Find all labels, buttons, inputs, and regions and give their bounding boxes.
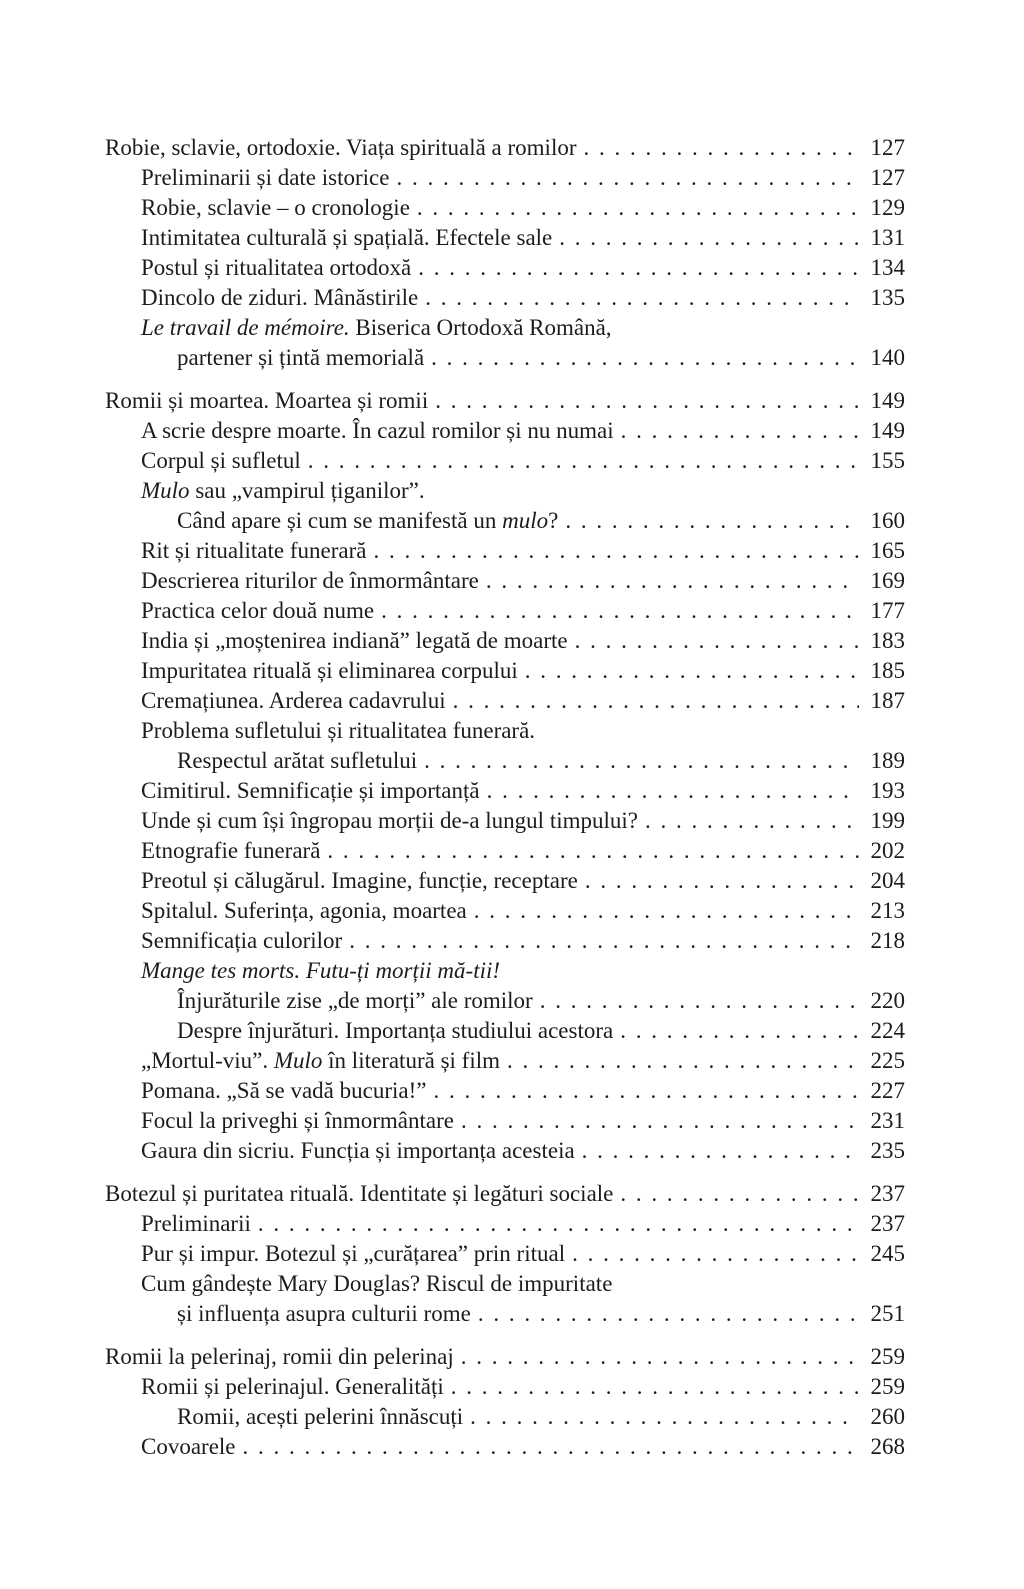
page-number: 237 xyxy=(870,1211,905,1236)
page-number: 227 xyxy=(870,1078,905,1103)
dot-leader xyxy=(487,776,859,806)
dot-leader xyxy=(243,1432,859,1462)
page-number: 213 xyxy=(870,898,905,923)
toc-entry-text-segment: Cum gândește Mary Douglas? Riscul de impuritate xyxy=(141,1271,613,1296)
page-number: 177 xyxy=(870,598,905,623)
toc-entry-text xyxy=(177,986,533,1016)
dot-leader xyxy=(621,416,859,446)
toc-entry-text xyxy=(177,746,417,776)
toc-entry-text xyxy=(141,1432,236,1462)
dot-leader xyxy=(433,1076,859,1106)
dot-leader xyxy=(424,746,859,776)
dot-leader xyxy=(575,626,859,656)
toc-entry-text xyxy=(177,1299,471,1329)
toc-entry-text-segment: Romii, acești pelerini înnăscuți xyxy=(177,1404,464,1429)
toc-entry-text-segment: Robie, sclavie – o cronologie xyxy=(141,195,410,220)
page-number: 220 xyxy=(870,988,905,1013)
toc-entry xyxy=(105,133,905,163)
toc-entry xyxy=(105,1402,905,1432)
dot-leader xyxy=(478,1299,859,1329)
toc-entry-text-segment: Corpul și sufletul xyxy=(141,448,301,473)
toc-entry-text-segment: Descrierea riturilor de înmormântare xyxy=(141,568,479,593)
page-number: 155 xyxy=(870,448,905,473)
toc-entry-text xyxy=(141,896,467,926)
toc-entry xyxy=(105,253,905,283)
toc-entry xyxy=(105,1432,905,1462)
toc-entry xyxy=(105,1299,905,1329)
toc-entry xyxy=(105,446,905,476)
toc-entry xyxy=(105,1106,905,1136)
toc-entry-text-segment: Romii la pelerinaj, romii din pelerinaj xyxy=(105,1344,454,1369)
dot-leader xyxy=(540,986,859,1016)
page-number: 127 xyxy=(870,135,905,160)
page-number: 237 xyxy=(870,1181,905,1206)
toc-entry-text xyxy=(141,806,638,836)
toc-entry-text xyxy=(141,313,612,343)
page-number: 129 xyxy=(870,195,905,220)
toc-entry-text-segment: Pur și impur. Botezul și „curățarea” prin ritual xyxy=(141,1241,566,1266)
toc-entry-text-segment: Etnografie funerară xyxy=(141,838,321,863)
toc-entry xyxy=(105,1269,905,1299)
toc-entry-text xyxy=(105,133,577,163)
toc-entry-text xyxy=(177,506,558,536)
toc-entry xyxy=(105,836,905,866)
toc-entry-text xyxy=(105,386,428,416)
toc-entry xyxy=(105,1372,905,1402)
toc-entry-text xyxy=(141,1372,444,1402)
toc-entry-text-italic-segment: mulo xyxy=(502,508,549,533)
toc-entry-text xyxy=(141,686,446,716)
toc-entry-text xyxy=(141,1269,612,1299)
toc-entry-text-italic-segment: Le travail de mémoire. xyxy=(141,315,350,340)
page-number: 193 xyxy=(870,778,905,803)
toc-entry-text-segment: Semnificația culorilor xyxy=(141,928,343,953)
toc-entry xyxy=(105,313,905,343)
page-number: 225 xyxy=(870,1048,905,1073)
dot-leader xyxy=(507,1046,859,1076)
toc-entry xyxy=(105,343,905,373)
toc-entry-text-italic-segment: Mulo xyxy=(141,478,190,503)
toc-entry-text xyxy=(141,926,342,956)
toc-entry-text xyxy=(141,476,425,506)
toc-entry-text xyxy=(105,1179,613,1209)
toc-entry-text xyxy=(141,283,418,313)
toc-entry xyxy=(105,163,905,193)
toc-entry-text xyxy=(141,163,389,193)
dot-leader xyxy=(396,163,859,193)
page-number: 135 xyxy=(870,285,905,310)
toc-entry-text xyxy=(141,253,411,283)
toc-entry-text-segment: Postul și ritualitatea ortodoxă xyxy=(141,255,412,280)
toc-entry-text xyxy=(141,716,535,746)
page-number: 199 xyxy=(870,808,905,833)
toc-entry-text-segment: Preotul și călugărul. Imagine, funcție, receptare xyxy=(141,868,578,893)
toc-entry-text-segment: Cremațiunea. Arderea cadavrului xyxy=(141,688,446,713)
toc-entry-text xyxy=(141,776,480,806)
toc-entry xyxy=(105,1046,905,1076)
toc-entry-text-segment: Botezul și puritatea rituală. Identitate și legături sociale xyxy=(105,1181,614,1206)
toc-entry xyxy=(105,596,905,626)
toc-entry-text-segment: sau „vampirul țiganilor”. xyxy=(189,478,425,503)
dot-leader xyxy=(565,506,859,536)
toc-entry-text-segment: Înjurăturile zise „de morți” ale romilor xyxy=(177,988,533,1013)
toc-entry-text-segment: Gaura din sicriu. Funcția și importanța acesteia xyxy=(141,1138,575,1163)
toc-entry xyxy=(105,746,905,776)
toc-entry xyxy=(105,656,905,686)
dot-leader xyxy=(461,1106,859,1136)
toc-entry xyxy=(105,1342,905,1372)
toc-entry xyxy=(105,223,905,253)
toc-entry-text xyxy=(141,416,614,446)
page-number: 169 xyxy=(870,568,905,593)
toc-entry-text xyxy=(141,836,320,866)
toc-entry-text xyxy=(141,1076,426,1106)
page-number: 259 xyxy=(870,1344,905,1369)
page-number: 260 xyxy=(870,1404,905,1429)
toc-entry-text xyxy=(141,446,301,476)
toc-entry-text-segment: A scrie despre moarte. În cazul romilor și nu numai xyxy=(141,418,614,443)
toc-entry-text xyxy=(141,1136,575,1166)
toc-entry-text-segment: Impuritatea rituală și eliminarea corpului xyxy=(141,658,518,683)
toc-entry-text-segment: Covoarele xyxy=(141,1434,236,1459)
toc-entry-text-segment: Romii și moartea. Moartea și romii xyxy=(105,388,429,413)
page-number: 202 xyxy=(870,838,905,863)
toc-entry xyxy=(105,776,905,806)
page-number: 134 xyxy=(870,255,905,280)
toc-list xyxy=(105,133,905,1462)
toc-entry-text-segment: Cimitirul. Semnificație și importanță xyxy=(141,778,480,803)
toc-entry-text-segment: Practica celor două nume xyxy=(141,598,375,623)
page-number: 204 xyxy=(870,868,905,893)
toc-entry xyxy=(105,506,905,536)
toc-entry-text-segment: Când apare și cum se manifestă un xyxy=(177,508,503,533)
page-number: 218 xyxy=(870,928,905,953)
dot-leader xyxy=(525,656,859,686)
toc-entry-text xyxy=(141,1239,565,1269)
toc-entry-text-segment: Problema sufletului și ritualitatea funerară. xyxy=(141,718,536,743)
toc-entry xyxy=(105,716,905,746)
dot-leader xyxy=(620,1179,859,1209)
dot-leader xyxy=(327,836,859,866)
toc-entry-text xyxy=(141,866,578,896)
toc-entry xyxy=(105,1239,905,1269)
dot-leader xyxy=(417,193,859,223)
toc-entry xyxy=(105,1179,905,1209)
dot-leader xyxy=(373,536,859,566)
page-number: 224 xyxy=(870,1018,905,1043)
page-number: 127 xyxy=(870,165,905,190)
page-number: 183 xyxy=(870,628,905,653)
dot-leader xyxy=(453,686,859,716)
dot-leader xyxy=(486,566,859,596)
toc-entry xyxy=(105,866,905,896)
toc-entry-text xyxy=(141,1046,500,1076)
toc-entry-text-segment: Pomana. „Să se vadă bucuria!” xyxy=(141,1078,427,1103)
toc-entry-text xyxy=(141,626,568,656)
toc-entry-text xyxy=(105,1342,454,1372)
toc-entry-text-segment: Unde și cum își îngropau morții de-a lungul timpului? xyxy=(141,808,638,833)
toc-entry-text-segment: partener și țintă memorială xyxy=(177,345,425,370)
toc-entry xyxy=(105,1136,905,1166)
toc-entry-text-segment: Focul la priveghi și înmormântare xyxy=(141,1108,454,1133)
dot-leader xyxy=(258,1209,859,1239)
toc-entry xyxy=(105,896,905,926)
toc-entry xyxy=(105,1209,905,1239)
page-number: 149 xyxy=(870,418,905,443)
toc-entry-text-segment: Spitalul. Suferința, agonia, moartea xyxy=(141,898,467,923)
toc-entry-text-segment: India și „moștenirea indiană” legată de moarte xyxy=(141,628,568,653)
toc-entry xyxy=(105,986,905,1016)
toc-entry-text xyxy=(141,1106,454,1136)
dot-leader xyxy=(582,1136,859,1166)
toc-entry-text-segment: Dincolo de ziduri. Mânăstirile xyxy=(141,285,419,310)
dot-leader xyxy=(572,1239,859,1269)
toc-entry-text-segment: și influența asupra culturii rome xyxy=(177,1301,471,1326)
toc-entry xyxy=(105,566,905,596)
toc-entry xyxy=(105,956,905,986)
toc-entry-text-segment: ? xyxy=(548,508,559,533)
toc-entry-text xyxy=(141,1209,251,1239)
page-number: 189 xyxy=(870,748,905,773)
page-number: 160 xyxy=(870,508,905,533)
toc-entry xyxy=(105,283,905,313)
dot-leader xyxy=(474,896,859,926)
toc-entry-text-segment: Preliminarii și date istorice xyxy=(141,165,390,190)
toc-entry-text xyxy=(141,656,518,686)
dot-leader xyxy=(585,866,859,896)
dot-leader xyxy=(349,926,859,956)
dot-leader xyxy=(435,386,859,416)
toc-entry-text-segment: Romii și pelerinajul. Generalități xyxy=(141,1374,444,1399)
toc-entry xyxy=(105,416,905,446)
toc-entry-text xyxy=(177,343,424,373)
toc-entry xyxy=(105,536,905,566)
toc-entry-text-segment: în literatură și film xyxy=(322,1048,500,1073)
dot-leader xyxy=(431,343,859,373)
page-number: 185 xyxy=(870,658,905,683)
page-number: 268 xyxy=(870,1434,905,1459)
toc-entry-text-segment: „Mortul-viu”. xyxy=(141,1048,274,1073)
page-number: 165 xyxy=(870,538,905,563)
toc-entry-text-segment: Intimitatea culturală și spațială. Efectele sale xyxy=(141,225,553,250)
page-number: 131 xyxy=(870,225,905,250)
page-number: 245 xyxy=(870,1241,905,1266)
toc-entry-text xyxy=(141,223,552,253)
toc-entry-text xyxy=(177,1402,463,1432)
toc-entry-text-segment: Despre înjurături. Importanța studiului acestora xyxy=(177,1018,614,1043)
dot-leader xyxy=(308,446,859,476)
dot-leader xyxy=(645,806,859,836)
dot-leader xyxy=(381,596,859,626)
page-number: 259 xyxy=(870,1374,905,1399)
toc-entry xyxy=(105,806,905,836)
dot-leader xyxy=(425,283,859,313)
toc-entry xyxy=(105,926,905,956)
dot-leader xyxy=(461,1342,859,1372)
toc-entry xyxy=(105,626,905,656)
toc-entry-text xyxy=(141,956,500,986)
toc-entry-text-italic-segment: Mulo xyxy=(273,1048,323,1073)
toc-entry-text xyxy=(141,596,374,626)
dot-leader xyxy=(620,1016,859,1046)
page-number: 187 xyxy=(870,688,905,713)
dot-leader xyxy=(451,1372,859,1402)
toc-entry xyxy=(105,476,905,506)
toc-entry xyxy=(105,193,905,223)
toc-entry-text-segment: Respectul arătat sufletului xyxy=(177,748,418,773)
toc-entry xyxy=(105,686,905,716)
toc-entry-text-segment: Biserica Ortodoxă Română, xyxy=(349,315,612,340)
page-number: 235 xyxy=(870,1138,905,1163)
toc-entry xyxy=(105,1076,905,1106)
toc-entry-text xyxy=(177,1016,613,1046)
toc-entry-text xyxy=(141,536,366,566)
toc-entry xyxy=(105,386,905,416)
toc-entry-text-segment: Robie, sclavie, ortodoxie. Viața spirituală a romilor xyxy=(105,135,577,160)
page-number: 231 xyxy=(870,1108,905,1133)
page-number: 251 xyxy=(870,1301,905,1326)
toc-entry-text-segment: Preliminarii xyxy=(141,1211,251,1236)
toc-entry-text xyxy=(141,566,479,596)
toc-entry xyxy=(105,1016,905,1046)
page-number: 149 xyxy=(870,388,905,413)
page-number: 140 xyxy=(870,345,905,370)
dot-leader xyxy=(470,1402,859,1432)
dot-leader xyxy=(418,253,859,283)
dot-leader xyxy=(559,223,859,253)
toc-entry-text xyxy=(141,193,410,223)
dot-leader xyxy=(584,133,860,163)
toc-entry-text-segment: Rit și ritualitate funerară xyxy=(141,538,367,563)
toc-entry-text-italic-segment: Mange tes morts. Futu-ți morții mă-tii! xyxy=(141,958,501,983)
